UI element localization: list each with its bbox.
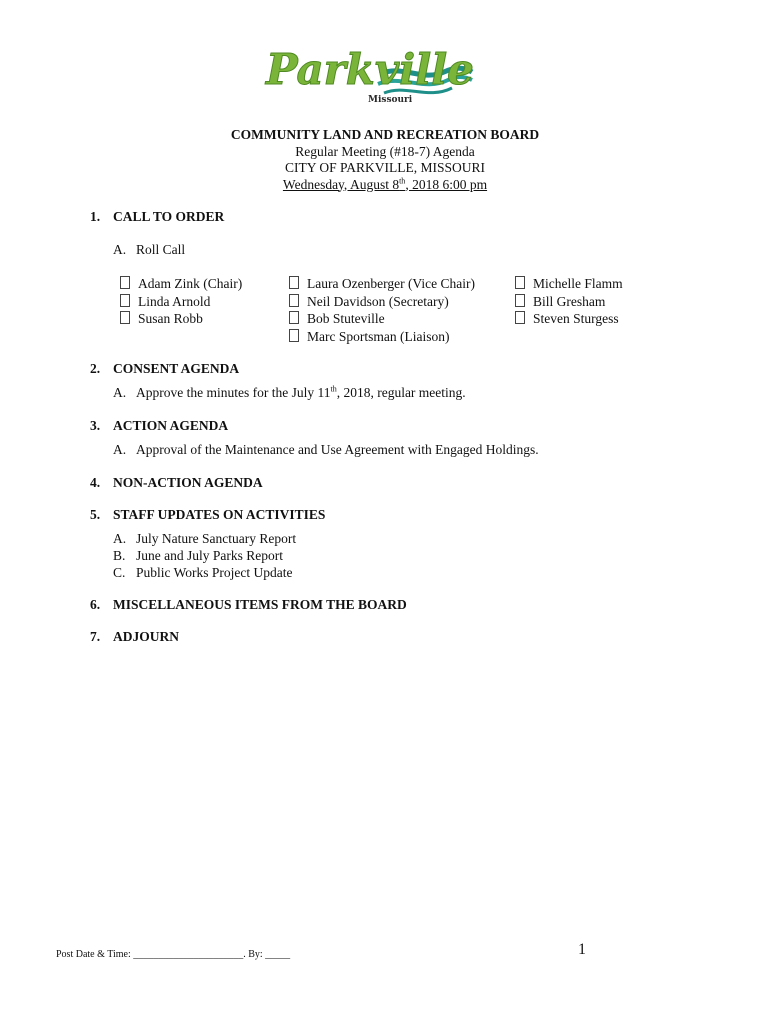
member-row: Michelle Flamm	[515, 276, 623, 294]
meeting-line: Regular Meeting (#18-7) Agenda	[295, 143, 475, 159]
action-item: A. Approval of the Maintenance and Use Agreement with Engaged Holdings.	[113, 442, 539, 457]
svg-text:Missouri: Missouri	[368, 95, 413, 105]
svg-text:Parkville: Parkville	[266, 45, 474, 94]
checkbox-icon	[515, 276, 525, 289]
staff-item: C. Public Works Project Update	[113, 565, 293, 580]
staff-item: B. June and July Parks Report	[113, 548, 283, 563]
checkbox-icon	[120, 311, 130, 324]
roll-call-column-1	[120, 276, 242, 329]
section-action-agenda: 3. ACTION AGENDA	[90, 418, 229, 433]
board-title: COMMUNITY LAND AND RECREATION BOARD	[230, 127, 540, 142]
checkbox-icon	[120, 276, 130, 289]
date-line: Wednesday, August 8th, 2018 6:00 pm	[282, 176, 488, 192]
roll-call-item: A. Roll Call	[113, 242, 186, 257]
city-line: CITY OF PARKVILLE, MISSOURI	[284, 160, 486, 175]
section-call-to-order: 1. CALL TO ORDER	[90, 209, 225, 224]
staff-item: A. July Nature Sanctuary Report	[113, 531, 297, 546]
checkbox-icon	[289, 311, 299, 324]
parkville-logo	[262, 38, 474, 108]
member-row: Bill Gresham	[515, 294, 623, 312]
member-row: Steven Sturgess	[515, 311, 623, 329]
checkbox-icon	[289, 329, 299, 342]
post-date-footer: Post Date & Time: ______________________. By: _____	[56, 949, 291, 960]
member-row: Neil Davidson (Secretary)	[289, 294, 475, 312]
member-row: Adam Zink (Chair)	[120, 276, 242, 294]
agenda-header	[0, 127, 770, 193]
roll-call-column-2	[289, 276, 475, 346]
member-row: Susan Robb	[120, 311, 242, 329]
section-non-action-agenda: 4. NON-ACTION AGENDA	[90, 475, 263, 490]
section-adjourn: 7. ADJOURN	[90, 629, 179, 644]
page-number: 1	[578, 941, 586, 958]
roll-call-column-3	[515, 276, 623, 329]
checkbox-icon	[120, 294, 130, 307]
checkbox-icon	[289, 276, 299, 289]
section-consent-agenda: 2. CONSENT AGENDA	[90, 361, 240, 376]
checkbox-icon	[289, 294, 299, 307]
member-row: Marc Sportsman (Liaison)	[289, 329, 475, 347]
consent-item: A. Approve the minutes for the July 11th, 2018, regular meeting.	[113, 384, 466, 400]
member-row: Linda Arnold	[120, 294, 242, 312]
member-row: Bob Stuteville	[289, 311, 475, 329]
section-miscellaneous: 6. MISCELLANEOUS ITEMS FROM THE BOARD	[90, 597, 407, 612]
checkbox-icon	[515, 311, 525, 324]
checkbox-icon	[515, 294, 525, 307]
section-staff-updates: 5. STAFF UPDATES ON ACTIVITIES	[90, 507, 326, 522]
member-row: Laura Ozenberger (Vice Chair)	[289, 276, 475, 294]
